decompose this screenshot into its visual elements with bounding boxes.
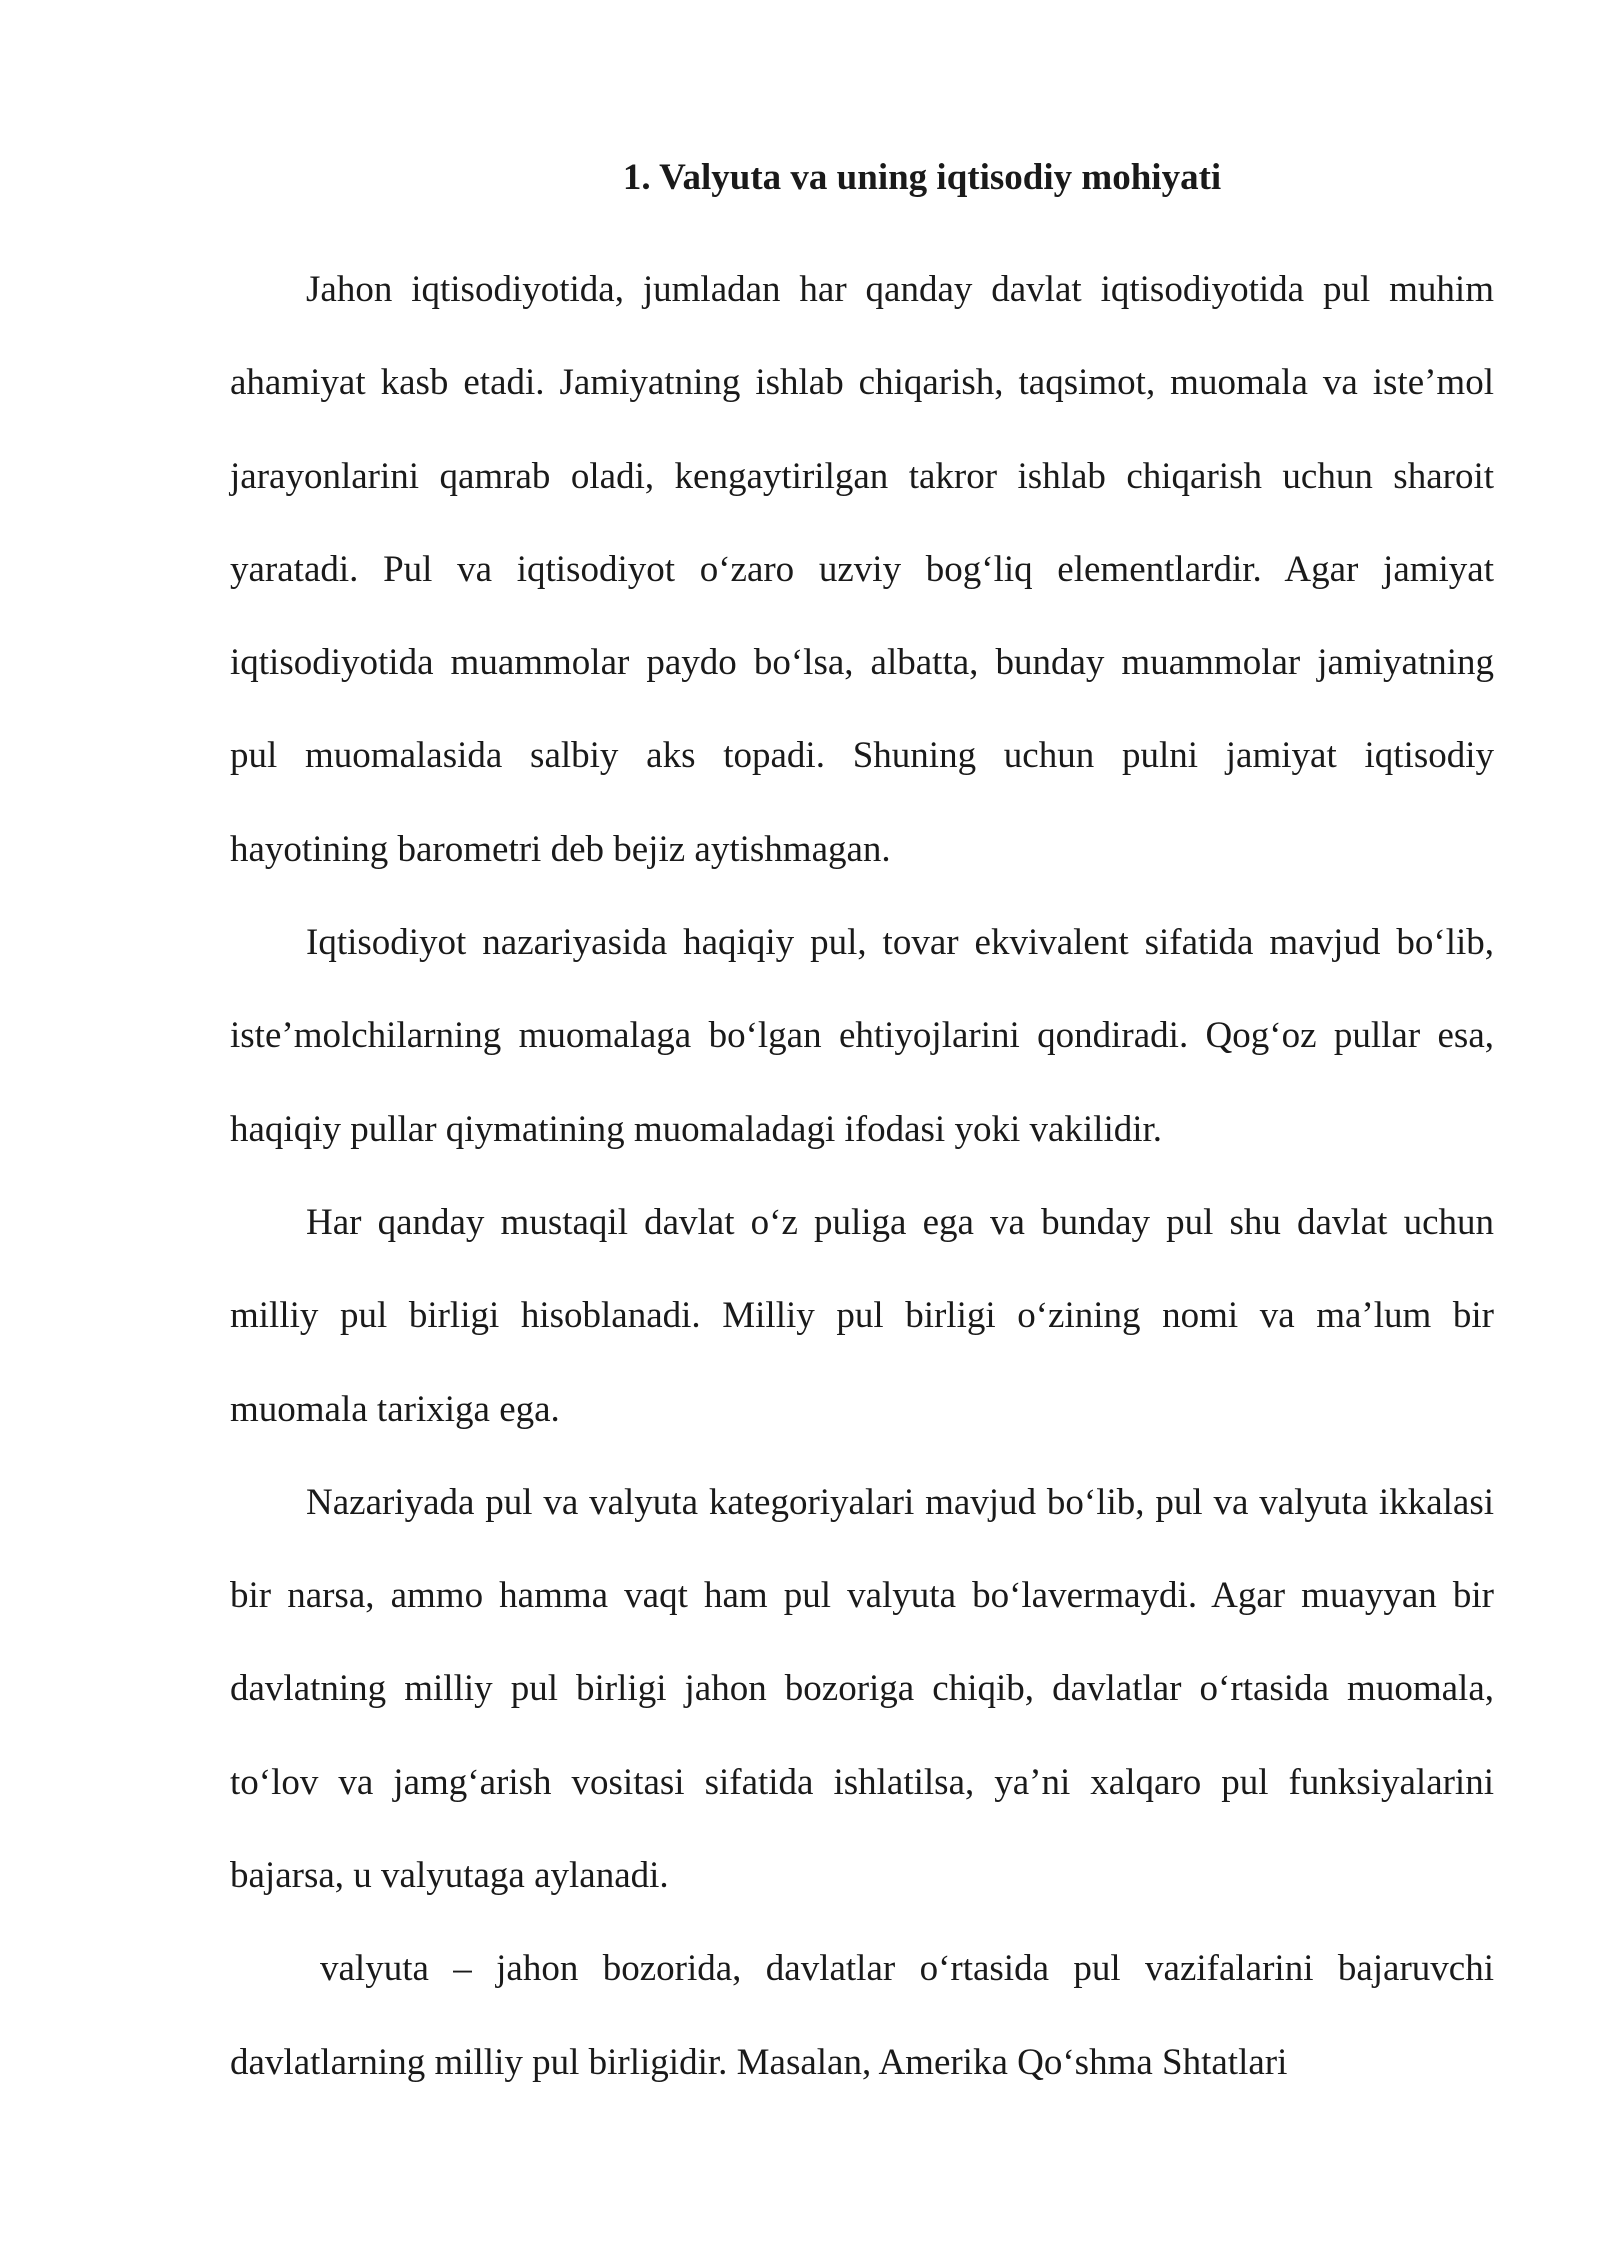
section-title: 1. Valyuta va uning iqtisodiy mohiyati (622, 157, 1222, 198)
paragraph-national-currency: Har qanday mustaqil davlat o‘z puliga ega va bunday pul shu davlat uchun milliy pul birligi hisoblanadi. Milliy pul birligi o‘zining nomi va ma’lum bir muomala tarixiga ega. (230, 1201, 1494, 1430)
document-body (230, 135, 1494, 2109)
paragraph-real-money: Iqtisodiyot nazariyasida haqiqiy pul, tovar ekvivalent sifatida mavjud bo‘lib, iste’molchilarning muomalaga bo‘lgan ehtiyojlarini qondiradi. Qog‘oz pullar esa, haqiqiy pullar qiymatining muomaladagi ifodasi yoki vakilidir. (230, 922, 1494, 1150)
paragraph-money-importance: Jahon iqtisodiyotida, jumladan har qanday davlat iqtisodiyotida pul muhim ahamiyat kasb etadi. Jamiyatning ishlab chiqarish, taqsimot, muomala va iste’mol jarayonlarini qamrab oladi, kengaytirilgan takror ishlab chiqarish uchun sharoit yaratadi. Pul va iqtisodiyot o‘zaro uzviy bog‘liq elementlardir. Agar jamiyat iqtisodiyotida muammolar paydo bo‘lsa, albatta, bunday muammolar jamiyatning pul muomalasida salbiy aks topadi. Shuning uchun pulni jamiyat iqtisodiy hayotining barometri deb bejiz aytishmagan. (230, 269, 1494, 870)
paragraph-currency-definition: valyuta – jahon bozorida, davlatlar o‘rtasida pul vazifalarini bajaruvchi davlatlarning milliy pul birligidir. Masalan, Amerika Qo‘shma Shtatlari (230, 1948, 1494, 2083)
paragraph-money-vs-currency: Nazariyada pul va valyuta kategoriyalari mavjud bo‘lib, pul va valyuta ikkalasi bir narsa, ammo hamma vaqt ham pul valyuta bo‘lavermaydi. Agar muayyan bir davlatning milliy pul birligi jahon bozoriga chiqib, davlatlar o‘rtasida muomala, to‘lov va jamg‘arish vositasi sifatida ishlatilsa, ya’ni xalqaro pul funksiyalarini bajarsa, u valyutaga aylanadi. (230, 1481, 1494, 1897)
